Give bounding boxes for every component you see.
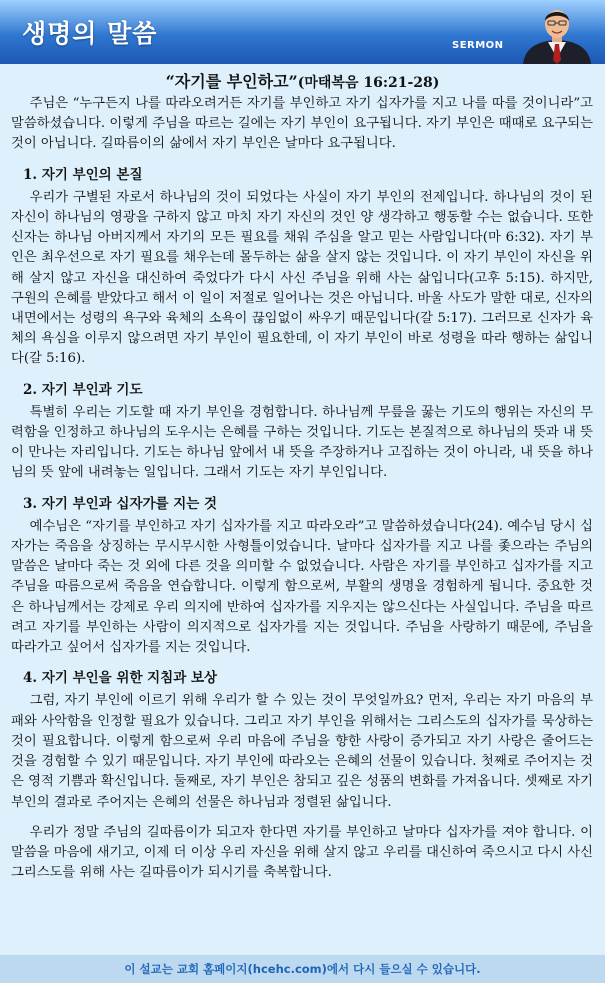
footer-banner <box>0 955 605 983</box>
footer-text: 이 설교는 교회 홈페이지(hcehc.com)에서 다시 들으실 수 있습니다. <box>124 962 481 976</box>
section-heading-1: 1. 자기 부인의 본질 <box>23 166 143 183</box>
section-heading-3: 3. 자기 부인과 십자가를 지는 것 <box>23 495 218 512</box>
section-paragraph-2: 특별히 우리는 기도할 때 자기 부인을 경험합니다. 하나님께 무릎을 꿇는 기도의 행위는 자신의 무력함을 인정하고 하나님의 도우시는 은혜를 구하는 것입니다. 기도는 본질적으로 하나님의 뜻과 내 뜻이 만나는 자리입니다. 기도는 하나님 앞에서 내 뜻을 주장하거나 고집하는 것이 아니라, 내 뜻을 하나님의 뜻 앞에 내려놓는 일입니다. 그래서 기도는 자기 부인입니다. <box>11 404 593 481</box>
section-paragraph-3: 예수님은 “자기를 부인하고 자기 십자가를 지고 따라오라”고 말씀하셨습니다(24). 예수님 당시 십자가는 죽음을 상징하는 무시무시한 사형틀이었습니다. 날마다 십자가를 지고 나를 좇으라는 주님의 말씀은 날마다 죽는 것 외에 다른 것을 의미할 수 없었습니다. 사람은 자기를 부인하고 십자가를 지고 주님을 따름으로써 죽음을 연습합니다. 이렇게 함으로써, 부활의 생명을 경험하게 됩니다. 중요한 것은 하나님께서는 강제로 우리 의지에 반하여 십자가를 지우지는 않으신다는 사실입니다. 주님을 따르려고 자기를 부인하는 사람이 의지적으로 십자가를 지는 것입니다. 주님을 사랑하기 때문에, 주님을 따라가고 싶어서 십자가를 지는 것입니다. <box>11 518 593 656</box>
section-paragraph-4: 그럼, 자기 부인에 이르기 위해 우리가 할 수 있는 것이 무엇일까요? 먼저, 우리는 자기 마음의 부패와 사악함을 인정할 필요가 있습니다. 그리고 자기 부인을 위해서는 그리스도의 십자가를 묵상하는 것이 필요합니다. 이렇게 함으로써 우리 마음에 주님을 향한 사랑이 증가되고 자기 사랑은 줄어드는 것을 경험할 수 있기 때문입니다. 자기 부인에 따라오는 은혜의 선물이 있습니다. 첫째로 주어지는 것은 영적 기쁨과 확신입니다. 둘째로, 자기 부인은 참되고 깊은 성품의 변화를 가져옵니다. 셋째로 자기 부인의 결과로 주어지는 은혜의 선물은 하나님과 정렬된 삶입니다. <box>11 693 593 810</box>
sermon-title-text: “자기를 부인하고” <box>165 72 298 91</box>
section-paragraph-1: 우리가 구별된 자로서 하나님의 것이 되었다는 사실이 자기 부인의 전제입니다. 하나님의 것이 된 자신이 하나님의 영광을 구하지 않고 마치 자기 자신의 것인 양 생각하고 행동할 수는 없습니다. 또한 신자는 하나님 아버지께서 자기의 모든 필요를 채워 주심을 알고 믿는 사람입니다(마 6:32). 자기 부인은 최우선으로 자기 필요를 채우는데 몰두하는 삶을 살지 않는 것입니다. 이 자기 부인이 자신을 위해 살지 않고 자신을 대신하여 죽었다가 다시 사신 주님을 위해 사는 삶입니다(고후 5:15). 하지만, 구원의 은혜를 받았다고 해서 이 일이 저절로 일어나는 것은 아닙니다. 바울 사도가 말한 대로, 신자의 내면에서는 성령의 욕구와 육체의 소욕이 끊임없이 싸우기 때문입니다(갈 5:17). 그러므로 신자가 육체의 욕심을 이루지 않으려면 자기 부인이 필요한데, 이 자기 부인이 바로 성령을 따라 행하는 삶입니다(갈 5:16). <box>11 189 593 367</box>
closing-paragraph: 우리가 정말 주님의 길따름이가 되고자 한다면 자기를 부인하고 날마다 십자가를 져야 합니다. 이 말씀을 마음에 새기고, 이제 더 이상 우리 자신을 위해 살지 않고 우리를 대신하여 죽으시고 다시 사신 그리스도를 위해 사는 길따름이가 되시기를 축복합니다. <box>11 824 593 881</box>
sermon-body <box>0 64 605 955</box>
section-label: SERMON <box>452 40 504 51</box>
section-heading-4: 4. 자기 부인을 위한 지침과 보상 <box>23 670 218 687</box>
intro-paragraph: 주님은 “누구든지 나를 따라오려거든 자기를 부인하고 자기 십자가를 지고 나를 따를 것이니라”고 말씀하셨습니다. 이렇게 주님을 따르는 길에는 자기 부인이 요구됩니다. 자기 부인은 때때로 요구되는 것이 아닙니다. 길따름이의 삶에서 자기 부인은 날마다 요구됩니다. <box>11 96 593 152</box>
paragraph-gap <box>11 813 593 823</box>
section-heading-2: 2. 자기 부인과 기도 <box>23 381 143 398</box>
pastor-portrait <box>517 4 597 64</box>
header-banner <box>0 0 605 64</box>
brand-title: 생명의 말씀 <box>22 19 158 48</box>
sermon-title <box>0 69 605 92</box>
scripture-reference: (마태복음 16:21-28) <box>297 75 440 91</box>
sermon-text <box>11 94 593 883</box>
